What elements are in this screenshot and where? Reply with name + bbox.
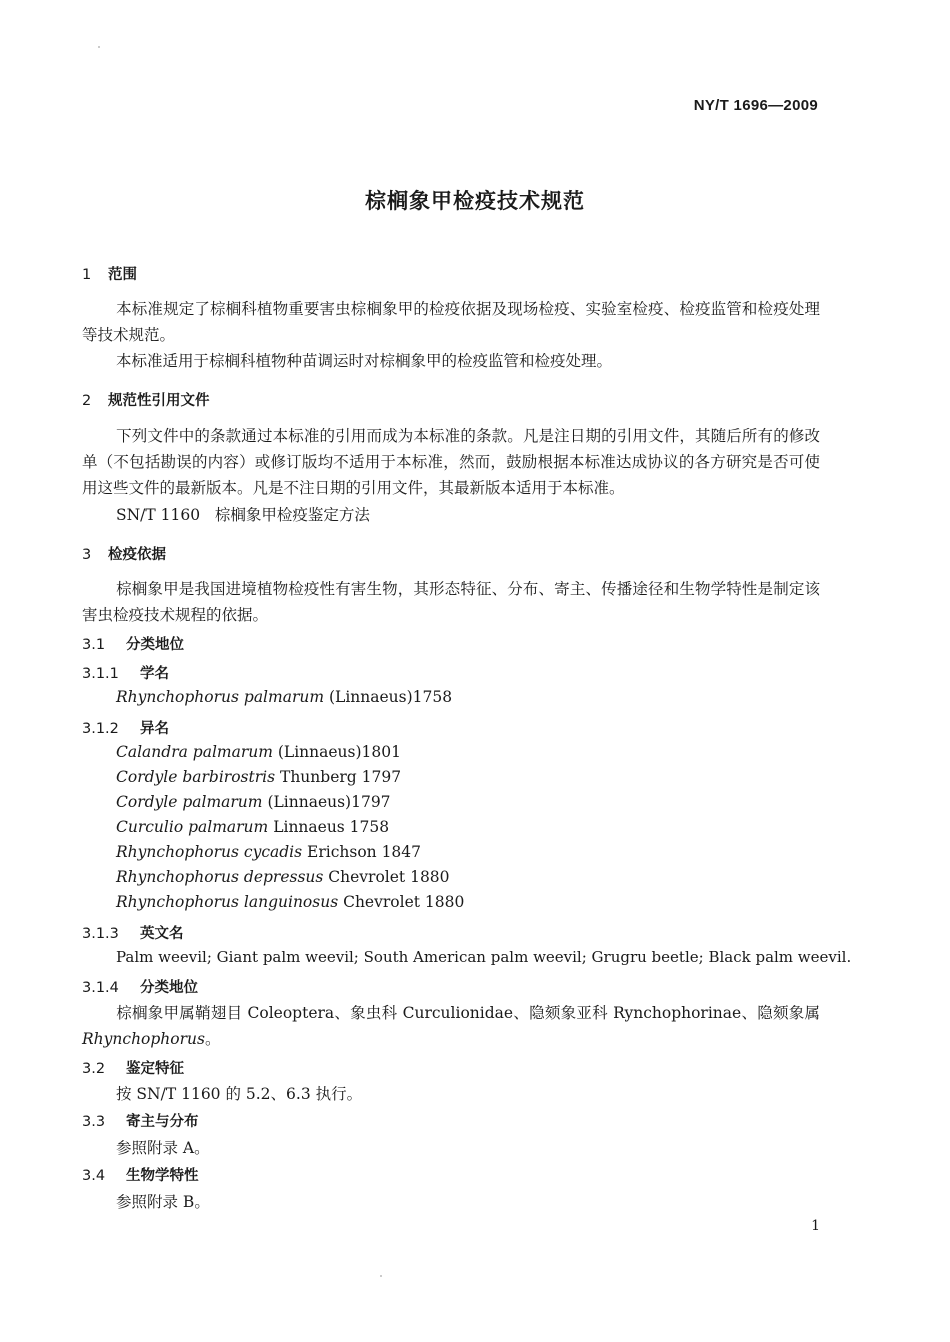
reference-title: 棕榈象甲检疫鉴定方法: [214, 506, 370, 524]
section-1-heading: [82, 263, 137, 284]
normative-reference: [116, 503, 370, 525]
section-number: 1: [82, 267, 92, 283]
page-number: 1: [811, 1218, 820, 1234]
section-3-paragraph-1: 棕榈象甲是我国进境植物检疫性有害生物，其形态特征、分布、寄主、传播途径和生物学特性是制定该害虫检疫技术规程的依据。: [82, 580, 820, 624]
classification-paragraph: 棕榈象甲属鞘翅目 Coleoptera、象虫科 Curculionidae、隐颏象亚科 Rynchophorinae、隐颏象属 Rhynchophorus。: [82, 1004, 820, 1048]
synonym-item: Calandra palmarum (Linnaeus)1801: [116, 743, 401, 761]
standard-code: NY/T 1696—2009: [693, 97, 818, 114]
section-3-1-4-heading: 3.1.4 分类地位: [82, 980, 198, 996]
synonym-item: Curculio palmarum Linnaeus 1758: [116, 818, 390, 836]
section-3-4-heading: 3.4 生物学特性: [82, 1168, 199, 1184]
section-2-heading: [82, 389, 210, 410]
document-title: 棕榈象甲检疫技术规范: [365, 189, 585, 213]
synonym-item: Rhynchophorus depressus Chevrolet 1880: [116, 868, 450, 886]
host-distribution-text: 参照附录 A。: [116, 1139, 210, 1157]
species-author: (Linnaeus)1758: [328, 688, 453, 706]
biology-text: 参照附录 B。: [116, 1193, 210, 1211]
synonym-item: Rhynchophorus cycadis Erichson 1847: [116, 843, 422, 861]
section-title: 规范性引用文件: [108, 393, 210, 409]
section-3-1-1-heading: 3.1.1 学名: [82, 666, 169, 682]
identification-text: 按 SN/T 1160 的 5.2、6.3 执行。: [116, 1085, 363, 1103]
section-number: 2: [82, 393, 92, 409]
section-2-paragraph-1: 下列文件中的条款通过本标准的引用而成为本标准的条款。凡是注日期的引用文件，其随后所有的修改单（不包括勘误的内容）或修订版均不适用于本标准，然而，鼓励根据本标准达成协议的各方研究是否可使用这些文件的最新版本。凡是不注日期的引用文件，其最新版本适用于本标准。: [82, 427, 820, 497]
section-3-1-heading: 3.1 分类地位: [82, 637, 184, 653]
scan-speck: [98, 46, 100, 48]
section-title: 范围: [108, 267, 137, 283]
section-number: 3: [82, 547, 92, 563]
synonym-item: Cordyle palmarum (Linnaeus)1797: [116, 793, 391, 811]
english-names: Palm weevil; Giant palm weevil; South American palm weevil; Grugru beetle; Black palm weevil.: [116, 948, 852, 966]
scientific-name: [116, 688, 452, 706]
reference-code: SN/T 1160: [116, 506, 201, 524]
synonym-item: Rhynchophorus languinosus Chevrolet 1880: [116, 893, 465, 911]
section-3-heading: [82, 543, 166, 564]
scan-speck: [380, 1275, 382, 1277]
section-3-3-heading: 3.3 寄主与分布: [82, 1114, 199, 1130]
genus-name: Rhynchophorus: [82, 1030, 205, 1048]
section-3-1-3-heading: 3.1.3 英文名: [82, 926, 184, 942]
section-1-paragraph-1: 本标准规定了棕榈科植物重要害虫棕榈象甲的检疫依据及现场检疫、实验室检疫、检疫监管和检疫处理等技术规范。: [82, 300, 820, 344]
species-name: Rhynchophorus palmarum: [116, 688, 325, 706]
section-3-1-2-heading: 3.1.2 异名: [82, 721, 169, 737]
section-title: 检疫依据: [108, 547, 166, 563]
section-1-paragraph-2: 本标准适用于棕榈科植物种苗调运时对棕榈象甲的检疫监管和检疫处理。: [116, 352, 613, 370]
section-3-2-heading: 3.2 鉴定特征: [82, 1061, 184, 1077]
synonym-item: Cordyle barbirostris Thunberg 1797: [116, 768, 402, 786]
